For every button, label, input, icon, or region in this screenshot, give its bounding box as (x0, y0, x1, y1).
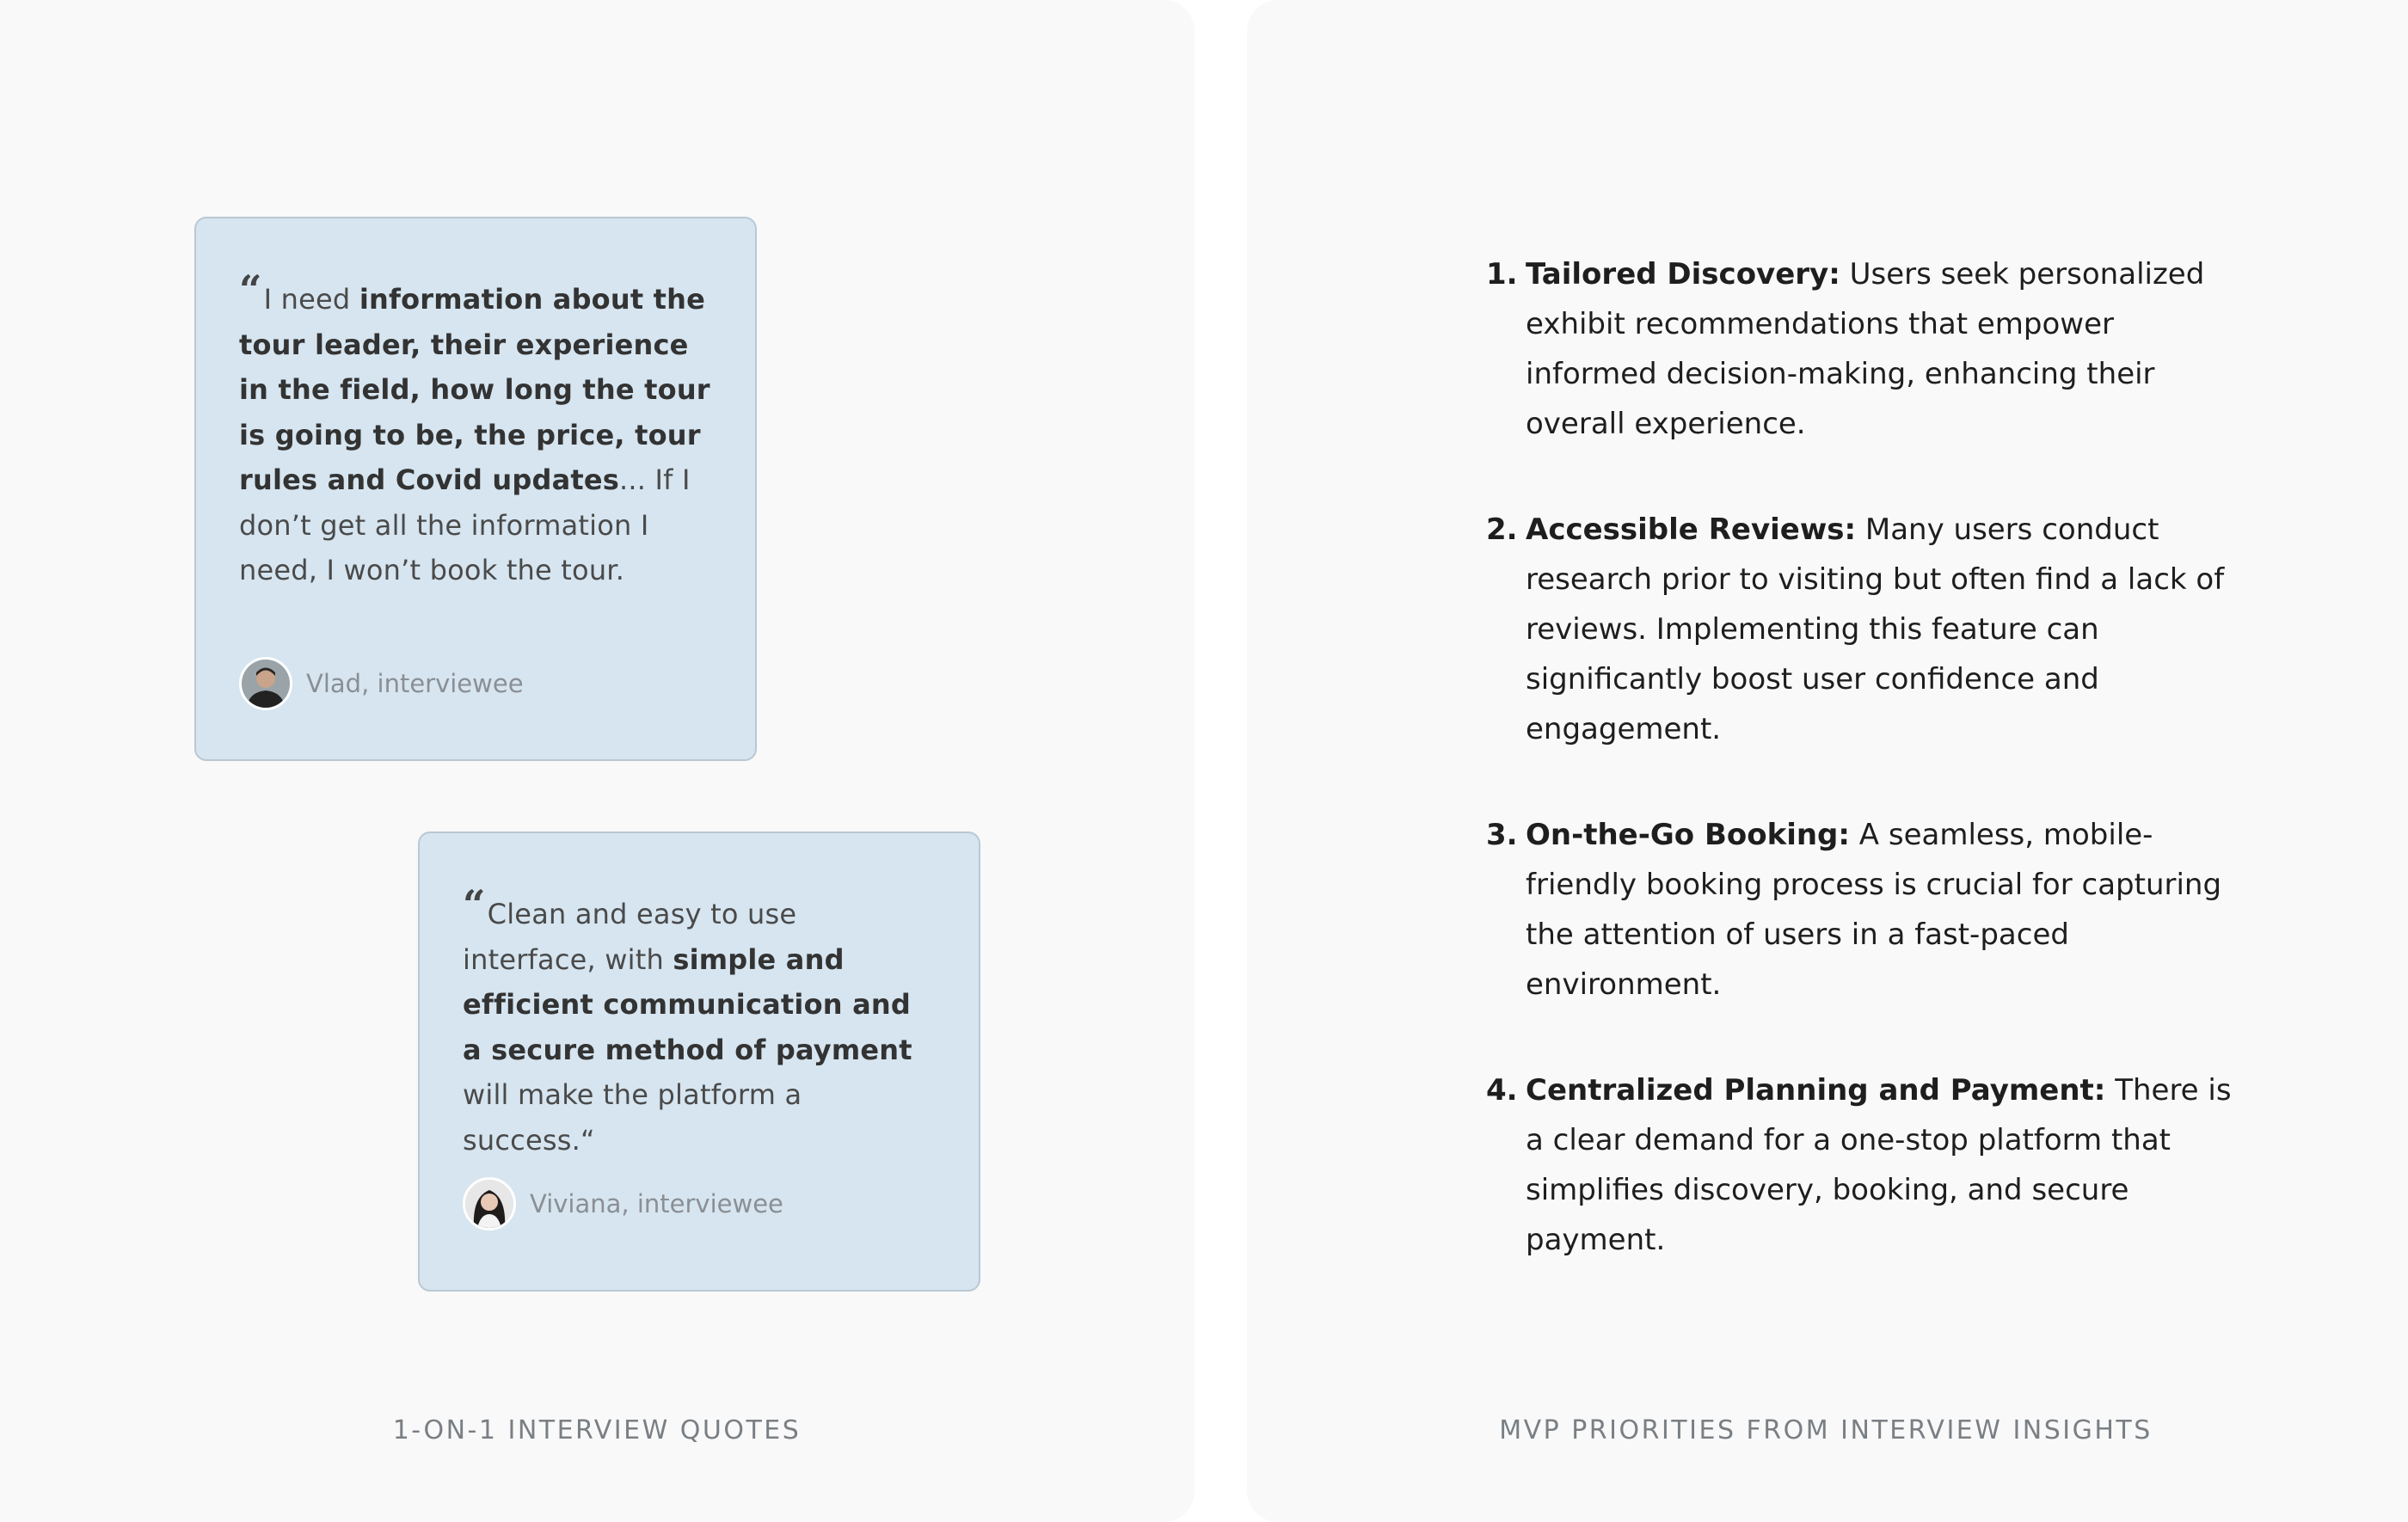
priority-text: There is a clear demand for a one-stop platform that simplifies discovery, booking, and secure payment. (1526, 1073, 2232, 1257)
priority-item (1486, 505, 2234, 754)
interview-quotes-panel (0, 0, 1195, 1522)
priority-item (1486, 1065, 2234, 1265)
quote-text (463, 881, 936, 1163)
quote-text-plain: Clean and easy to use interface, with (463, 898, 797, 976)
priority-body (1526, 810, 2234, 1010)
priority-number: 4. (1486, 1073, 1518, 1108)
quote-mark: “ (239, 267, 262, 313)
author-name: Viviana, interviewee (530, 1189, 783, 1218)
quote-card (194, 217, 757, 761)
priority-text: Many users conduct research prior to visiting but often find a lack of reviews. Implementing this feature can significantly boost user confidence and engagement. (1526, 512, 2225, 746)
priority-item (1486, 810, 2234, 1010)
priority-number: 3. (1486, 818, 1518, 852)
priority-list (1486, 249, 2234, 1321)
priority-title: Tailored Discovery: (1526, 257, 1840, 292)
priority-body (1526, 1065, 2234, 1265)
priority-title: Centralized Planning and Payment: (1526, 1073, 2106, 1108)
avatar-man-icon (239, 657, 292, 710)
quote-text-bold: information about the tour leader, their experience in the field, how long the tour is going to be, the price, tour rules and Covid updates (239, 283, 710, 496)
quote-text-plain: will make the platform a success.“ (463, 1078, 802, 1157)
priority-body (1526, 249, 2234, 449)
quote-text-bold: simple and efficient communication and a secure method of payment (463, 942, 912, 1066)
panel-caption: 1-ON-1 INTERVIEW QUOTES (392, 1415, 802, 1445)
quote-author (463, 1177, 783, 1230)
priority-body (1526, 505, 2234, 754)
author-name: Vlad, interviewee (306, 669, 524, 698)
quote-author (239, 657, 524, 710)
priority-item (1486, 249, 2234, 449)
priority-text: A seamless, mobile-friendly booking process is crucial for capturing the attention of users in a fast-paced environment. (1526, 818, 2222, 1002)
quote-text-plain: I need (263, 283, 359, 316)
quote-card (418, 832, 980, 1292)
priority-number: 2. (1486, 512, 1518, 547)
quote-text-plain: ... If I don’t get all the information I need, I won’t book the tour. (239, 463, 691, 586)
quote-text (239, 267, 712, 593)
priority-title: On-the-Go Booking: (1526, 818, 1850, 852)
priority-text: Users seek personalized exhibit recommendations that empower informed decision-making, enhancing their overall experience. (1526, 257, 2205, 441)
avatar-woman-icon (463, 1177, 516, 1230)
priority-title: Accessible Reviews: (1526, 512, 1857, 547)
panel-caption: MVP PRIORITIES FROM INTERVIEW INSIGHTS (1499, 1415, 2153, 1445)
quote-mark: “ (463, 881, 486, 928)
priority-number: 1. (1486, 257, 1518, 292)
